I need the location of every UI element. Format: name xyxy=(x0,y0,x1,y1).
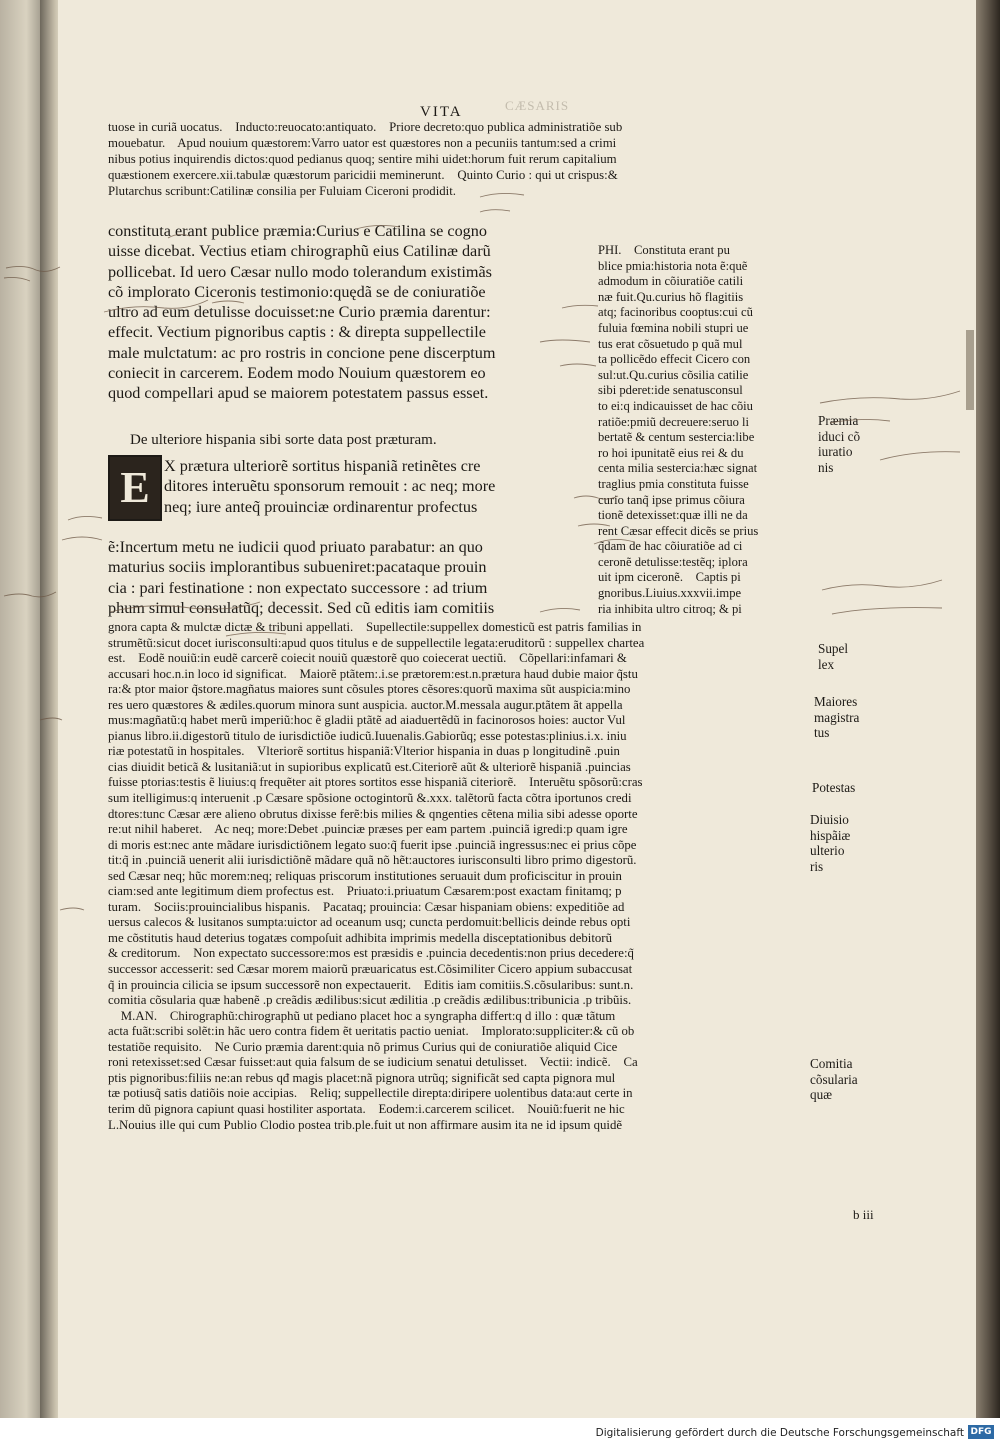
commentary-top: tuose in curiã uocatus. Inducto:reuocato:antiquato. Priore decreto:quo publica administratiõe sub mouebatur. Apud nouium quæstorem:Varro uator est quæstores non a pecuniis tantum:sed a crimi nibus potius inquirendis dictos:quod pedianus quoq; sentire mihi uidet:horum fuit rerum capitalium quæstionem exercere.xii.tabulæ quæstorum paricidii meminerunt. Quinto Curio : qui ut crispus:& Plutarchus scribunt:Catilinæ consilia per Fuluiam Ciceroni prodidit. xyxy=(108,120,623,198)
margin-note: Præmia iduci cõ iuratio nis xyxy=(818,413,861,475)
main-text-initial-lines: X prætura ulteriorẽ sortitus hispaniã retinẽtes cre ditores interuẽtu sponsorum remouit : ac neq; more neq; iure anteq̃ prouinciæ ordinarentur profectus xyxy=(164,457,496,516)
chapter-heading: De ulteriore hispania sibi sorte data post præturam. xyxy=(130,432,437,448)
margin-note: Potestas xyxy=(812,780,856,795)
footer-bar xyxy=(0,1418,1000,1448)
dfg-logo: DFG xyxy=(968,1425,994,1439)
margin-note: Comitia cõsularia quæ xyxy=(810,1056,858,1102)
header-bleedthrough: CÆSARIS xyxy=(505,98,570,113)
main-text-block-2: ẽ:Incertum metu ne iudicii quod priuato parabatur: an quo maturius sociis implorantibus subueniret:pacataque prouin cia : pari festinatione : non expectato successore : ad trium phum simul consulatũq; decessit. Sed cũ editis iam comitiis xyxy=(108,538,495,617)
commentary-bottom: gnora capta & mulctæ dictæ & tribuni appellati. Supellectile:suppellex domesticũ est patris familias in strumẽtũ:sicut docet iurisconsulti:apud quos titulus e de suppellectile legata:eruditorũ : suppellex chartea est. Eodẽ nouiũ:in eudẽ carcerẽ coiecit nouiũ quæstorẽ quo coiecerat uectiũ. Cõpellari:infamari & accusari hoc.n.in loco id significat. Maiorẽ ptãtem:.i.se prætorem:est.n.prætura haud dubie maior q̃stu ra:& ptor maior q̃store.magñatus maiores sunt cõsules ptores cẽsores:quorũ maxima sũt auspicia:mino res uero quæstores & ædiles.quorum minora sunt auspicia. auctor.M.messala augur.ptãtem ãt appella mus:magñatũ:q habet merũ imperiũ:hoc ẽ gladii ptãtẽ ad aiaduertẽdũ in facinorosos hoies: auctor Vul pianus libro.ii.digestorũ titulo de iurisdictiõe iudicũ.Iuuenalis.Gabiorũq; esse potestas:plinius.i.x. iniu riæ potestatũ in hospitales. Vlteriorẽ sortitus hispaniã:Vlterior hispania in duas p longitudinẽ .puin cias diuidit beticã & lusitaniã:ut in supioribus explicatũ est.Citeriorẽ aũt & ulteriorẽ hispaniã .puincias fuisse ptorias:testis ẽ liuius:q frequẽter ait ptores sortitos esse hispaniã citeriorẽ. Interuẽtu spõsorũ:cras sum itelligimus:q interuenit .p Cæsare spõsione octogintorũ &.xxx. talẽtorũ facta cõtra iportunos credi dtores:tunc Cæsar ære alieno obrutus dixisse ferẽ:bis milies & qngenties cẽtena milia sibi adesse oporte re:ut nihil haberet. Ac neq; more:Debet .puinciæ præses per eam partem .puinciã igredi:p quam igre di moris est:nec ante mãdare iurisdictiõnem legato suo:q̃ fuerit ipse .puinciã ingressus:nec ei prius cõpe tit:q̃ in .puinciã uenerit alii iurisdictiõnẽ mãdare quã nõ hẽt:auctores iurisconsulti libro primo digestorũ. sed Cæsar neq; hũc morem:neq; reliquas priscorum institutiones seruauit dum proficiscitur in prouin ciam:sed ante legitimum diem profectus est. Priuato:i.priuatum Cæsarem:post exactam finitamq; p turam. Sociis:prouincialibus hispanis. Pacataq; prouincia: Cæsar hispaniam obiens: expeditiõe ad uersus calecos & lusitanos sumpta:uictor ad oceanum usq; cuncta perdomuit:bellicis deinde rebus opti me cõstitutis haud deterius togatæs compoſuit adhibita imprimis medella disceptationibus debitorũ & creditorum. Non expectato successore:mos est præsidis e .puincia decedentis:non prius decedere:q̃ successor accesserit: sed Cæsar morem maiorũ præuaricatus est.Cõsimiliter Cicero appium subaccusat q̃ in prouincia cilicia se ipsum successorẽ non expectauerit. Editis iam comitiis.S.cõsularibus: sunt.n. comitia cõsularia quæ habenẽ .p creãdis ædilibus:sicut ædilitia .p creãdis ædilibus:tribunicia .p tribũis. M.AN. Chirographũ:chirographũ ut pediano placet hoc a syngrapha differt:q d illo : quæ tãtum acta fuãt:scribi solẽt:in hãc uero contra fidem ẽt ueritatis pactio ueniat. Implorato:suppliciter:& cũ ob testatiõe requisito. Ne Curio præmia darent:quia nõ primus Curius qui de coniuratiõe aliquid Cice roni retexisset:sed Cæsar fuisset:aut quia falsum de se iudicium senatui detulisset. Vectii: indicẽ. Ca ptis pignoribus:filiis ne:an rebus qđ magis placet:nã pignora utrũq; significãt sed capta pignora mul tæ potiusq̃ satis datiõis noie accipias. Reliq; suppellectile direpta:diripere uolentibus data:aut certe in terim dũ pignora capiunt quasi hostiliter asportata. Eodem:i.carcerem scilicet. Nouiũ:fuerit ne hic L.Nouius ille qui cum Publio Clodio postea trib.ple.fuit ut non affirmare ausim ita ne id ipsum quidẽ xyxy=(108,620,645,1132)
margin-note: Supel lex xyxy=(818,641,849,672)
signature-mark: b iii xyxy=(853,1207,874,1222)
decorated-initial: E xyxy=(108,455,162,521)
commentary-right-column: PHI. Constituta erant pu blice pmia:historia nota ẽ:quẽ admodum in cõiuratiõe catili næ fuit.Qu.curius hõ flagitiis atq; facinoribus cooptus:cui cũ fuluia fœmina nobili stupri ue tus erat cõsuetudo p quã mul ta pollicẽdo effecit Cicero con sul:ut.Qu.curius cõsilia catilie sibi pderet:ide senatusconsul to ei:q indicauisset de hac cõiu ratiõe:pmiũ decreuere:seruo li bertatẽ & centum sestercia:libe ro hoi ipunitatẽ eius rei & du centa milia sestercia:hæc signat traglius pmia constituta fuisse curio tanq̃ ipse primus cõiura tionẽ detexisset:quæ illi ne da rent Cæsar effecit dicẽs se prius q̃dam de hac cõiuratiõe ad ci ceronẽ detulisse:testẽq; iplora uit ipm ciceronẽ. Captis pi gnoribus.Liuius.xxxvii.impe ria inhibita ultro citroq; & pi xyxy=(598,243,759,616)
margin-note: Maiores magistra tus xyxy=(814,694,860,740)
main-text-block-1: constituta erant publice præmia:Curius e Catilina se cogno uisse dicebat. Vectius etiam chirographũ eius Catilinæ darũ pollicebat. Id uero Cæsar nullo modo tolerandum existimãs cõ implorato Ciceronis testimonio:quędã se de coniuratiõe ultro ad eum detulisse docuisset:ne Curio præmia darentur: effecit. Vectium pignoribus captis : & direpta suppellectile male mulctatum: ac pro rostris in concione pene discerptum coniecit in carcerem. Eodem modo Nouium quæstorem eo quod compellari apud se maiorem potestatem passus esset. xyxy=(108,222,496,403)
margin-note: Diuisio hispãiæ ulterio ris xyxy=(810,812,851,874)
footer-credit: Digitalisierung gefördert durch die Deutsche Forschungsgemeinschaft xyxy=(595,1427,964,1439)
running-header: VITA xyxy=(420,104,463,120)
